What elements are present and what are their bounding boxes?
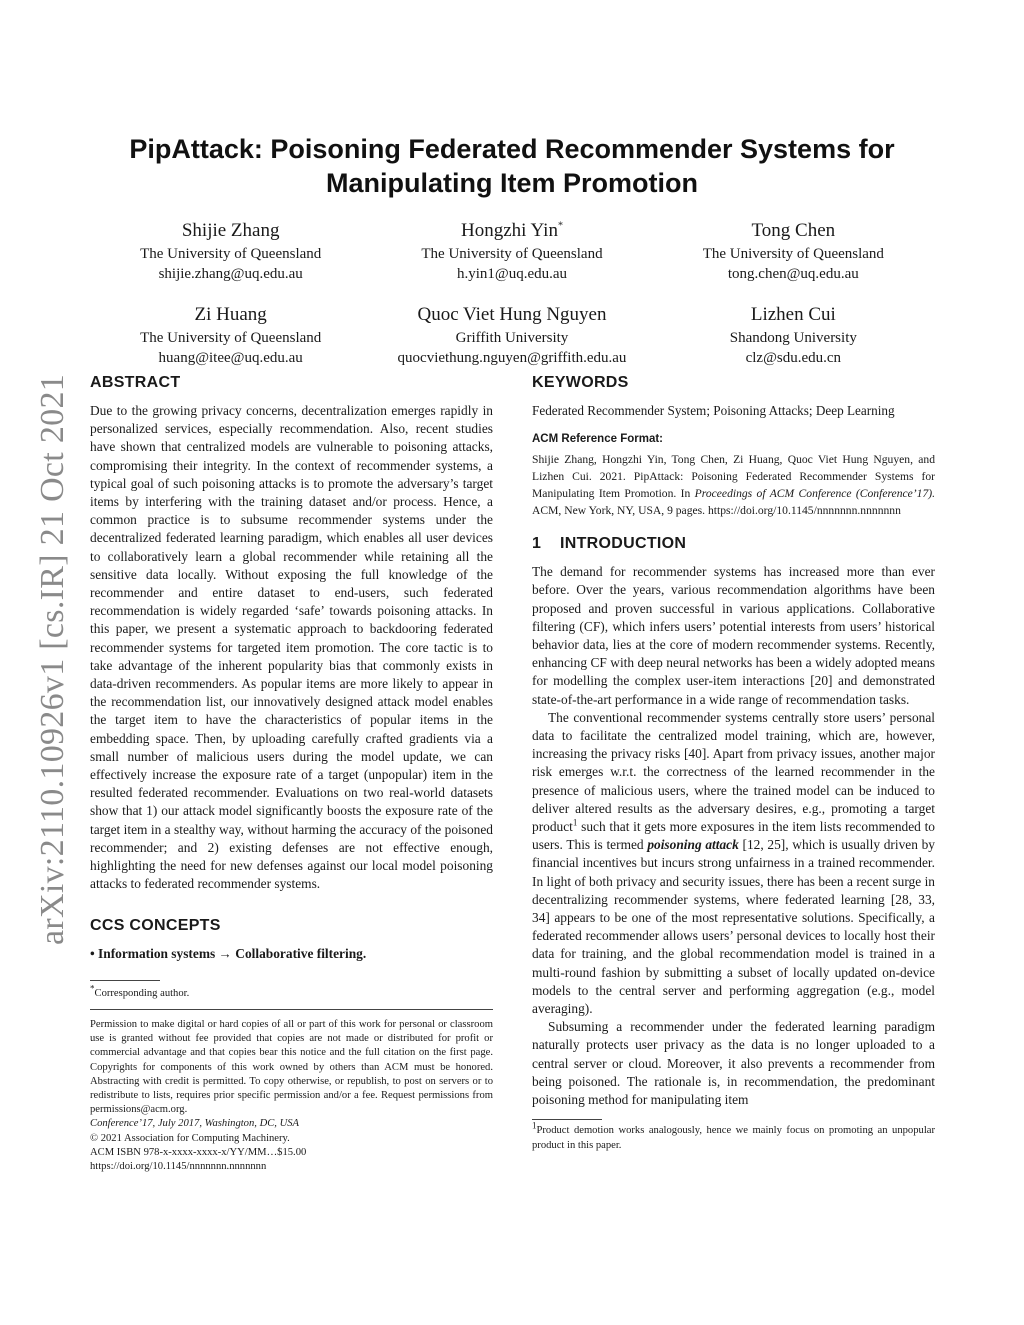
corresponding-author-note: *Corresponding author. <box>90 983 190 999</box>
footnote-divider-right <box>532 1119 602 1120</box>
permission-block <box>90 1018 493 1174</box>
author-name: Zi Huang <box>194 304 267 325</box>
author-row-1 <box>90 218 934 284</box>
keywords-heading: KEYWORDS <box>532 374 629 391</box>
keywords-text: Federated Recommender System; Poisoning Attacks; Deep Learning <box>532 403 895 418</box>
author-name: Lizhen Cui <box>750 304 836 325</box>
acm-reference-heading: ACM Reference Format: <box>532 433 663 445</box>
permission-text: Permission to make digital or hard copies of all or part of this work for personal or classroom use is granted without fee provided that copies are not made or distributed for profit or commercial advantage and that copies bear this notice and the full citation on the first page. Copyrights for components of this work owned by others than ACM must be honored. Abstracting with credit is permitted. To copy otherwise, or republish, to post on servers or to redistribute to lists, requires prior specific permission and/or a fee. Request permissions from permissions@acm.org. <box>90 1018 493 1116</box>
permission-divider <box>90 1009 493 1010</box>
isbn-line: ACM ISBN 978-x-xxxx-xxxx-x/YY/MM…$15.00 <box>90 1146 307 1158</box>
author-name: Tong Chen <box>751 220 836 241</box>
footnote-marker[interactable]: 1 <box>572 817 578 828</box>
paper-title <box>90 132 934 200</box>
intro-paragraph-1: The demand for recommender systems has increased more than ever before. Over the years, various recommendation algorithms have been proposed and proven successful in various applications. Collaborative filtering (CF), which infers users’ potential interests from users’ historical behavior data, lies at the core of modern recommender systems. Recently, enhancing CF with deep neural networks has been a widely adopted means for modelling the complex user-item interactions [20] and demonstrated state-of-the-art performance in a wide range of recommendation tasks. <box>532 564 935 707</box>
author-affiliation: The University of Queensland <box>140 246 322 262</box>
author-row-2 <box>90 302 934 368</box>
footnote-divider <box>90 980 160 981</box>
introduction-section <box>532 533 935 1109</box>
author-email[interactable]: huang@itee@uq.edu.au <box>158 350 303 366</box>
author-card <box>371 302 652 368</box>
author-card <box>653 218 934 284</box>
left-column <box>90 372 493 1174</box>
author-email[interactable]: quocviethung.nguyen@griffith.edu.au <box>397 350 627 366</box>
copyright-line: © 2021 Association for Computing Machinery. <box>90 1132 290 1144</box>
doi-link[interactable]: https://doi.org/10.1145/nnnnnnn.nnnnnnn <box>90 1160 267 1172</box>
footnote-1: $^1$Product demotion works analogously, hence we mainly focus on promoting an unpopular product in this paper. <box>532 1120 935 1151</box>
acm-reference-text: Shijie Zhang, Hongzhi Yin, Tong Chen, Zi Huang, Quoc Viet Hung Nguyen, and Lizhen Cui. 2021. PipAttack: Poisoning Federated Recommender Systems for Manipulating Item Promotion. In Proceedings of ACM Conference (Conference’17). ACM, New York, NY, USA, 9 pages. https://doi.org/10.1145/nnnnnnn.nnnnnnn <box>532 453 935 518</box>
ccs-concept-line[interactable]: • Information systems → Collaborative filtering. <box>90 946 367 962</box>
intro-paragraph-3: Subsuming a recommender under the federated learning paradigm naturally protects user privacy as the data is no longer uploaded to a central server or cloud. Moreover, it also prevents a recommender from being poisoned. The rationale is, in recommendation, the predominant poisoning method for manipulating item <box>532 1019 935 1108</box>
author-affiliation: The University of Queensland <box>140 330 322 346</box>
ccs-heading: CCS CONCEPTS <box>90 917 221 935</box>
author-email[interactable]: h.yin1@uq.edu.au <box>456 266 568 282</box>
title-line-1: PipAttack: Poisoning Federated Recommender Systems for <box>129 134 895 164</box>
author-card <box>90 218 371 284</box>
author-card <box>371 218 652 284</box>
author-email[interactable]: clz@sdu.edu.cn <box>745 350 842 366</box>
author-affiliation: The University of Queensland <box>421 246 603 262</box>
author-block <box>90 218 934 386</box>
intro-paragraph-2: The conventional recommender systems centrally store users’ personal data to facilitate the centralized model training, which are, however, increasing the privacy risks [40]. Apart from privacy issues, another major risk emerges w.r.t. the correctness of the learned recommender in the presence of malicious users, where the trained model can be induced to deliver altered results as the adversary desires, e.g., promoting a target product$^1$ such that it gets more exposures in the item lists recommended to users. This is termed poisoning attack [12, 25], which is usually driven by financial incentives but incurs strong unfairness in a trained recommender. In light of both privacy and security issues, there has been a recent surge in decentralizing recommender systems, where federated learning [28, 33, 34] appears to be one of the most representative solutions. Specifically, a federated recommender allows users’ personal devices to locally host their data for training, and the global recommendation model is trained in a multi-round fashion by submitting a subset of locally updated on-device models to the central server and performing aggregation (e.g., model averaging). <box>532 709 935 1017</box>
title-line-2: Manipulating Item Promotion <box>326 168 698 198</box>
author-name: Shijie Zhang <box>181 220 280 241</box>
conference-line: Conference’17, July 2017, Washington, DC, USA <box>90 1118 300 1130</box>
author-name: Quoc Viet Hung Nguyen <box>417 304 607 325</box>
author-card <box>653 302 934 368</box>
introduction-heading: 1 INTRODUCTION <box>532 535 687 553</box>
author-affiliation: The University of Queensland <box>702 246 884 262</box>
author-name: Hongzhi Yin* <box>461 220 563 241</box>
abstract-text: Due to the growing privacy concerns, decentralization emerges rapidly in personalized services, especially recommendation. Also, recent studies have shown that centralized models are vulnerable to poisoning attacks, compromising their integrity. In the context of recommender systems, a typical goal of such poisoning attacks is to promote the adversary’s target items by interfering with the training dataset and/or process. Hence, a common practice is to subsume recommender systems under the decentralized federated learning paradigm, which enables all user devices to collaboratively learn a global recommender while retaining all the sensitive data locally. Without exposing the full knowledge of the recommender and entire dataset to end-users, such federated recommendation is widely regarded ‘safe’ towards poisoning attacks. In this paper, we present a systematic approach to backdooring federated recommender systems for targeted item promotion. The core tactic is to take advantage of the inherent popularity bias that commonly exists in data-driven recommenders. As popular items are more likely to appear in the recommendation list, our innovatively designed attack model enables the target item to have the characteristics of popular items in the embedding space. Then, by uploading carefully crafted gradients via a small number of malicious users during the model update, we can effectively increase the exposure rate of a target (unpopular) item in the resulted federated recommender. Evaluations on two real-world datasets show that 1) our attack model significantly boosts the exposure rate of the target item in a stealthy way, without harming the accuracy of the poisoned recommender; and 2) existing defenses are not effective enough, highlighting the need for new defenses against our local model poisoning attacks to federated recommender systems. <box>90 403 493 892</box>
author-affiliation: Griffith University <box>455 330 569 346</box>
author-email[interactable]: shijie.zhang@uq.edu.au <box>158 266 303 282</box>
right-column <box>532 372 935 1153</box>
author-card <box>90 302 371 368</box>
arxiv-identifier[interactable]: arXiv:2110.10926v1 [cs.IR] 21 Oct 2021 <box>34 373 71 945</box>
author-email[interactable]: tong.chen@uq.edu.au <box>727 266 859 282</box>
author-affiliation: Shandong University <box>729 330 857 346</box>
ccs-concepts-section <box>90 915 493 963</box>
abstract-heading: ABSTRACT <box>90 374 181 391</box>
